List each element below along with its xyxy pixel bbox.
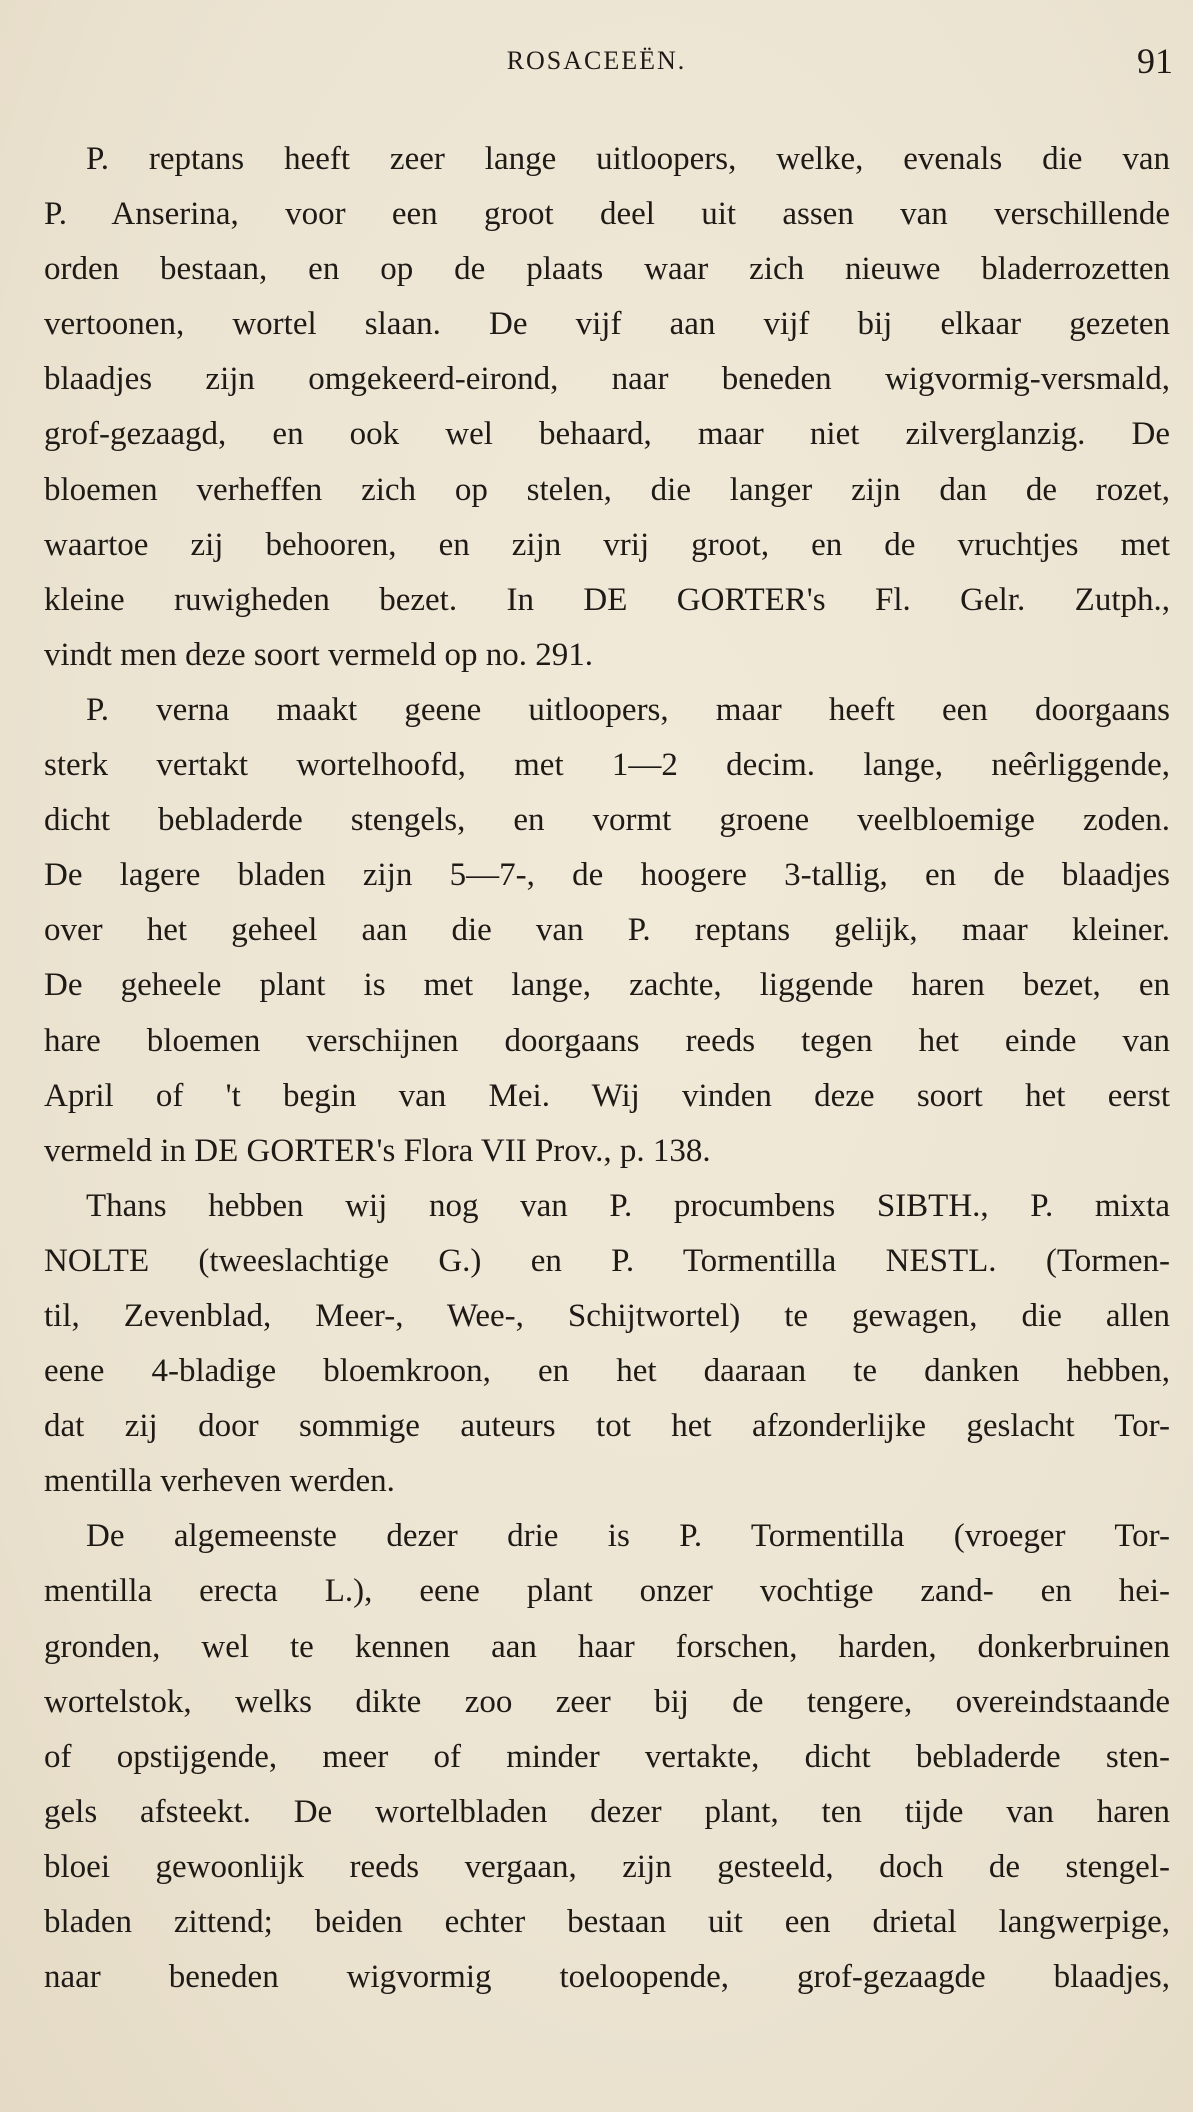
text-line: of opstijgende, meer of minder vertakte, dicht bebladerde sten- xyxy=(44,1738,1170,1775)
text-line: P. Anserina, voor een groot deel uit assen van verschillende xyxy=(44,196,1170,233)
text-line: NOLTE (tweeslachtige G.) en P. Tormentilla NESTL. (Tormen- xyxy=(44,1242,1170,1279)
text-line: April of 't begin van Mei. Wij vinden deze soort het eerst xyxy=(44,1077,1170,1114)
text-line: hare bloemen verschijnen doorgaans reeds tegen het einde van xyxy=(44,1022,1170,1059)
body-text xyxy=(44,132,1170,2005)
text-line: De algemeenste dezer drie is P. Tormentilla (vroeger Tor- xyxy=(86,1518,1170,1555)
text-line: over het geheel aan die van P. reptans gelijk, maar kleiner. xyxy=(44,912,1170,949)
text-line: sterk vertakt wortelhoofd, met 1—2 decim. lange, neêrliggende, xyxy=(44,747,1170,784)
text-line: waartoe zij behooren, en zijn vrij groot, en de vruchtjes met xyxy=(44,526,1170,563)
text-line: vindt men deze soort vermeld op no. 291. xyxy=(44,636,593,673)
text-line: bladen zittend; beiden echter bestaan uit een drietal langwerpige, xyxy=(44,1904,1170,1940)
text-line: bloei gewoonlijk reeds vergaan, zijn gesteeld, doch de stengel- xyxy=(44,1848,1170,1885)
text-line: vermeld in DE GORTER's Flora VII Prov., p. 138. xyxy=(44,1132,711,1169)
running-title: ROSACEEËN. xyxy=(506,46,687,75)
text-line: mentilla verheven werden. xyxy=(44,1463,395,1500)
text-line: wortelstok, welks dikte zoo zeer bij de tengere, overeindstaande xyxy=(44,1683,1170,1720)
text-line: De geheele plant is met lange, zachte, liggende haren bezet, en xyxy=(44,967,1170,1004)
text-line: orden bestaan, en op de plaats waar zich nieuwe bladerrozetten xyxy=(44,251,1170,288)
text-line: gels afsteekt. De wortelbladen dezer plant, ten tijde van haren xyxy=(44,1793,1170,1830)
text-line: kleine ruwigheden bezet. In DE GORTER's Fl. Gelr. Zutph., xyxy=(44,581,1170,618)
text-line: De lagere bladen zijn 5—7-, de hoogere 3-tallig, en de blaadjes xyxy=(44,857,1170,894)
running-head xyxy=(0,41,1193,84)
text-line: mentilla erecta L.), eene plant onzer vochtige zand- en hei- xyxy=(44,1573,1170,1610)
text-line: bloemen verheffen zich op stelen, die langer zijn dan de rozet, xyxy=(44,471,1170,508)
text-line: dicht bebladerde stengels, en vormt groene veelbloemige zoden. xyxy=(44,802,1170,839)
text-line: naar beneden wigvormig toeloopende, grof-gezaagde blaadjes, xyxy=(44,1959,1170,1996)
text-line: Thans hebben wij nog van P. procumbens SIBTH., P. mixta xyxy=(86,1187,1170,1224)
text-line: grof-gezaagd, en ook wel behaard, maar niet zilverglanzig. De xyxy=(44,416,1170,453)
page-number: 91 xyxy=(1137,41,1173,81)
text-line: P. verna maakt geene uitloopers, maar heeft een doorgaans xyxy=(86,691,1170,728)
text-line: P. reptans heeft zeer lange uitloopers, welke, evenals die van xyxy=(86,141,1170,177)
text-line: blaadjes zijn omgekeerd-eirond, naar beneden wigvormig-versmald, xyxy=(44,361,1170,398)
text-line: vertoonen, wortel slaan. De vijf aan vijf bij elkaar gezeten xyxy=(44,306,1170,343)
text-line: eene 4-bladige bloemkroon, en het daaraan te danken hebben, xyxy=(44,1353,1170,1390)
text-line: dat zij door sommige auteurs tot het afzonderlijke geslacht Tor- xyxy=(44,1408,1170,1445)
text-line: til, Zevenblad, Meer-, Wee-, Schijtwortel) te gewagen, die allen xyxy=(44,1297,1170,1334)
text-line: gronden, wel te kennen aan haar forschen, harden, donkerbruinen xyxy=(44,1628,1170,1665)
